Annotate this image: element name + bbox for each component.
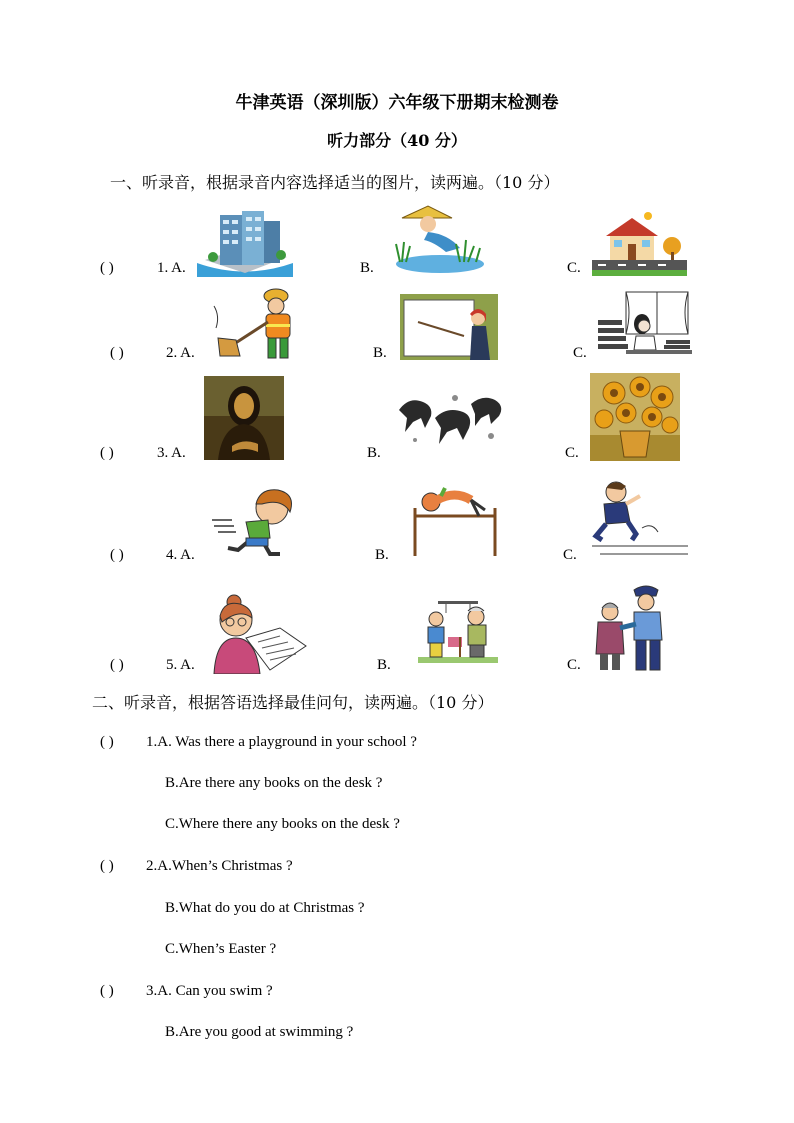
option-b-label: B. — [360, 260, 374, 276]
question-1-option-b: B.Are there any books on the desk ? — [165, 775, 383, 791]
question-1-option-a: 1.A. Was there a playground in your school ? — [146, 734, 417, 750]
option-b-label: B. — [373, 345, 387, 361]
answer-blank[interactable]: ( ) — [110, 547, 124, 563]
option-a-label: 5. A. — [166, 657, 195, 673]
woman-reading-newspaper-icon[interactable] — [210, 594, 308, 674]
running-horses-painting-icon[interactable] — [395, 388, 507, 448]
question-2-option-b: B.What do you do at Christmas ? — [165, 900, 365, 916]
option-c-label: C. — [573, 345, 587, 361]
question-3-option-b: B.Are you good at swimming ? — [165, 1024, 354, 1040]
answer-blank[interactable]: ( ) — [100, 858, 114, 874]
apartment-building-icon[interactable] — [195, 205, 295, 277]
section2-heading: 二、听录音，根据答语选择最佳问句，读两遍。（10 分） — [92, 693, 494, 712]
page-title: 牛津英语（深圳版）六年级下册期末检测卷 — [235, 93, 559, 113]
page-subtitle: 听力部分（40 分） — [327, 131, 467, 150]
option-b-label: B. — [377, 657, 391, 673]
policeman-helping-old-woman-icon[interactable] — [590, 582, 680, 674]
option-a-label: 3. A. — [157, 445, 186, 461]
high-jump-icon[interactable] — [405, 486, 503, 558]
question-1-option-c: C.Where there any books on the desk ? — [165, 816, 400, 832]
option-a-label: 2. A. — [166, 345, 195, 361]
farmer-planting-rice-icon[interactable] — [388, 200, 486, 275]
question-2-option-a: 2.A.When’s Christmas ? — [146, 858, 293, 874]
answer-blank[interactable]: ( ) — [100, 445, 114, 461]
section1-heading: 一、听录音，根据录音内容选择适当的图片，读两遍。（10 分） — [110, 173, 560, 192]
long-jump-icon[interactable] — [592, 478, 690, 564]
option-a-label: 1. A. — [157, 260, 186, 276]
answer-blank[interactable]: ( ) — [100, 260, 114, 276]
option-b-label: B. — [375, 547, 389, 563]
option-a-label: 4. A. — [166, 547, 195, 563]
option-c-label: C. — [565, 445, 579, 461]
street-cleaner-sweeping-icon[interactable] — [210, 286, 300, 362]
answer-blank[interactable]: ( ) — [110, 657, 124, 673]
question-3-option-a: 3.A. Can you swim ? — [146, 983, 273, 999]
option-c-label: C. — [567, 260, 581, 276]
house-icon[interactable] — [592, 208, 687, 278]
question-2-option-c: C.When’s Easter ? — [165, 941, 277, 957]
mona-lisa-painting-icon[interactable] — [204, 376, 284, 460]
answer-blank[interactable]: ( ) — [110, 345, 124, 361]
option-b-label: B. — [367, 445, 381, 461]
teacher-at-board-icon[interactable] — [398, 292, 500, 362]
option-c-label: C. — [567, 657, 581, 673]
answer-blank[interactable]: ( ) — [100, 983, 114, 999]
writer-at-desk-icon[interactable] — [596, 290, 694, 362]
option-c-label: C. — [563, 547, 577, 563]
boy-running-icon[interactable] — [210, 486, 302, 562]
sunflowers-painting-icon[interactable] — [590, 373, 680, 461]
answer-blank[interactable]: ( ) — [100, 734, 114, 750]
boy-helping-old-man-icon[interactable] — [418, 597, 498, 663]
